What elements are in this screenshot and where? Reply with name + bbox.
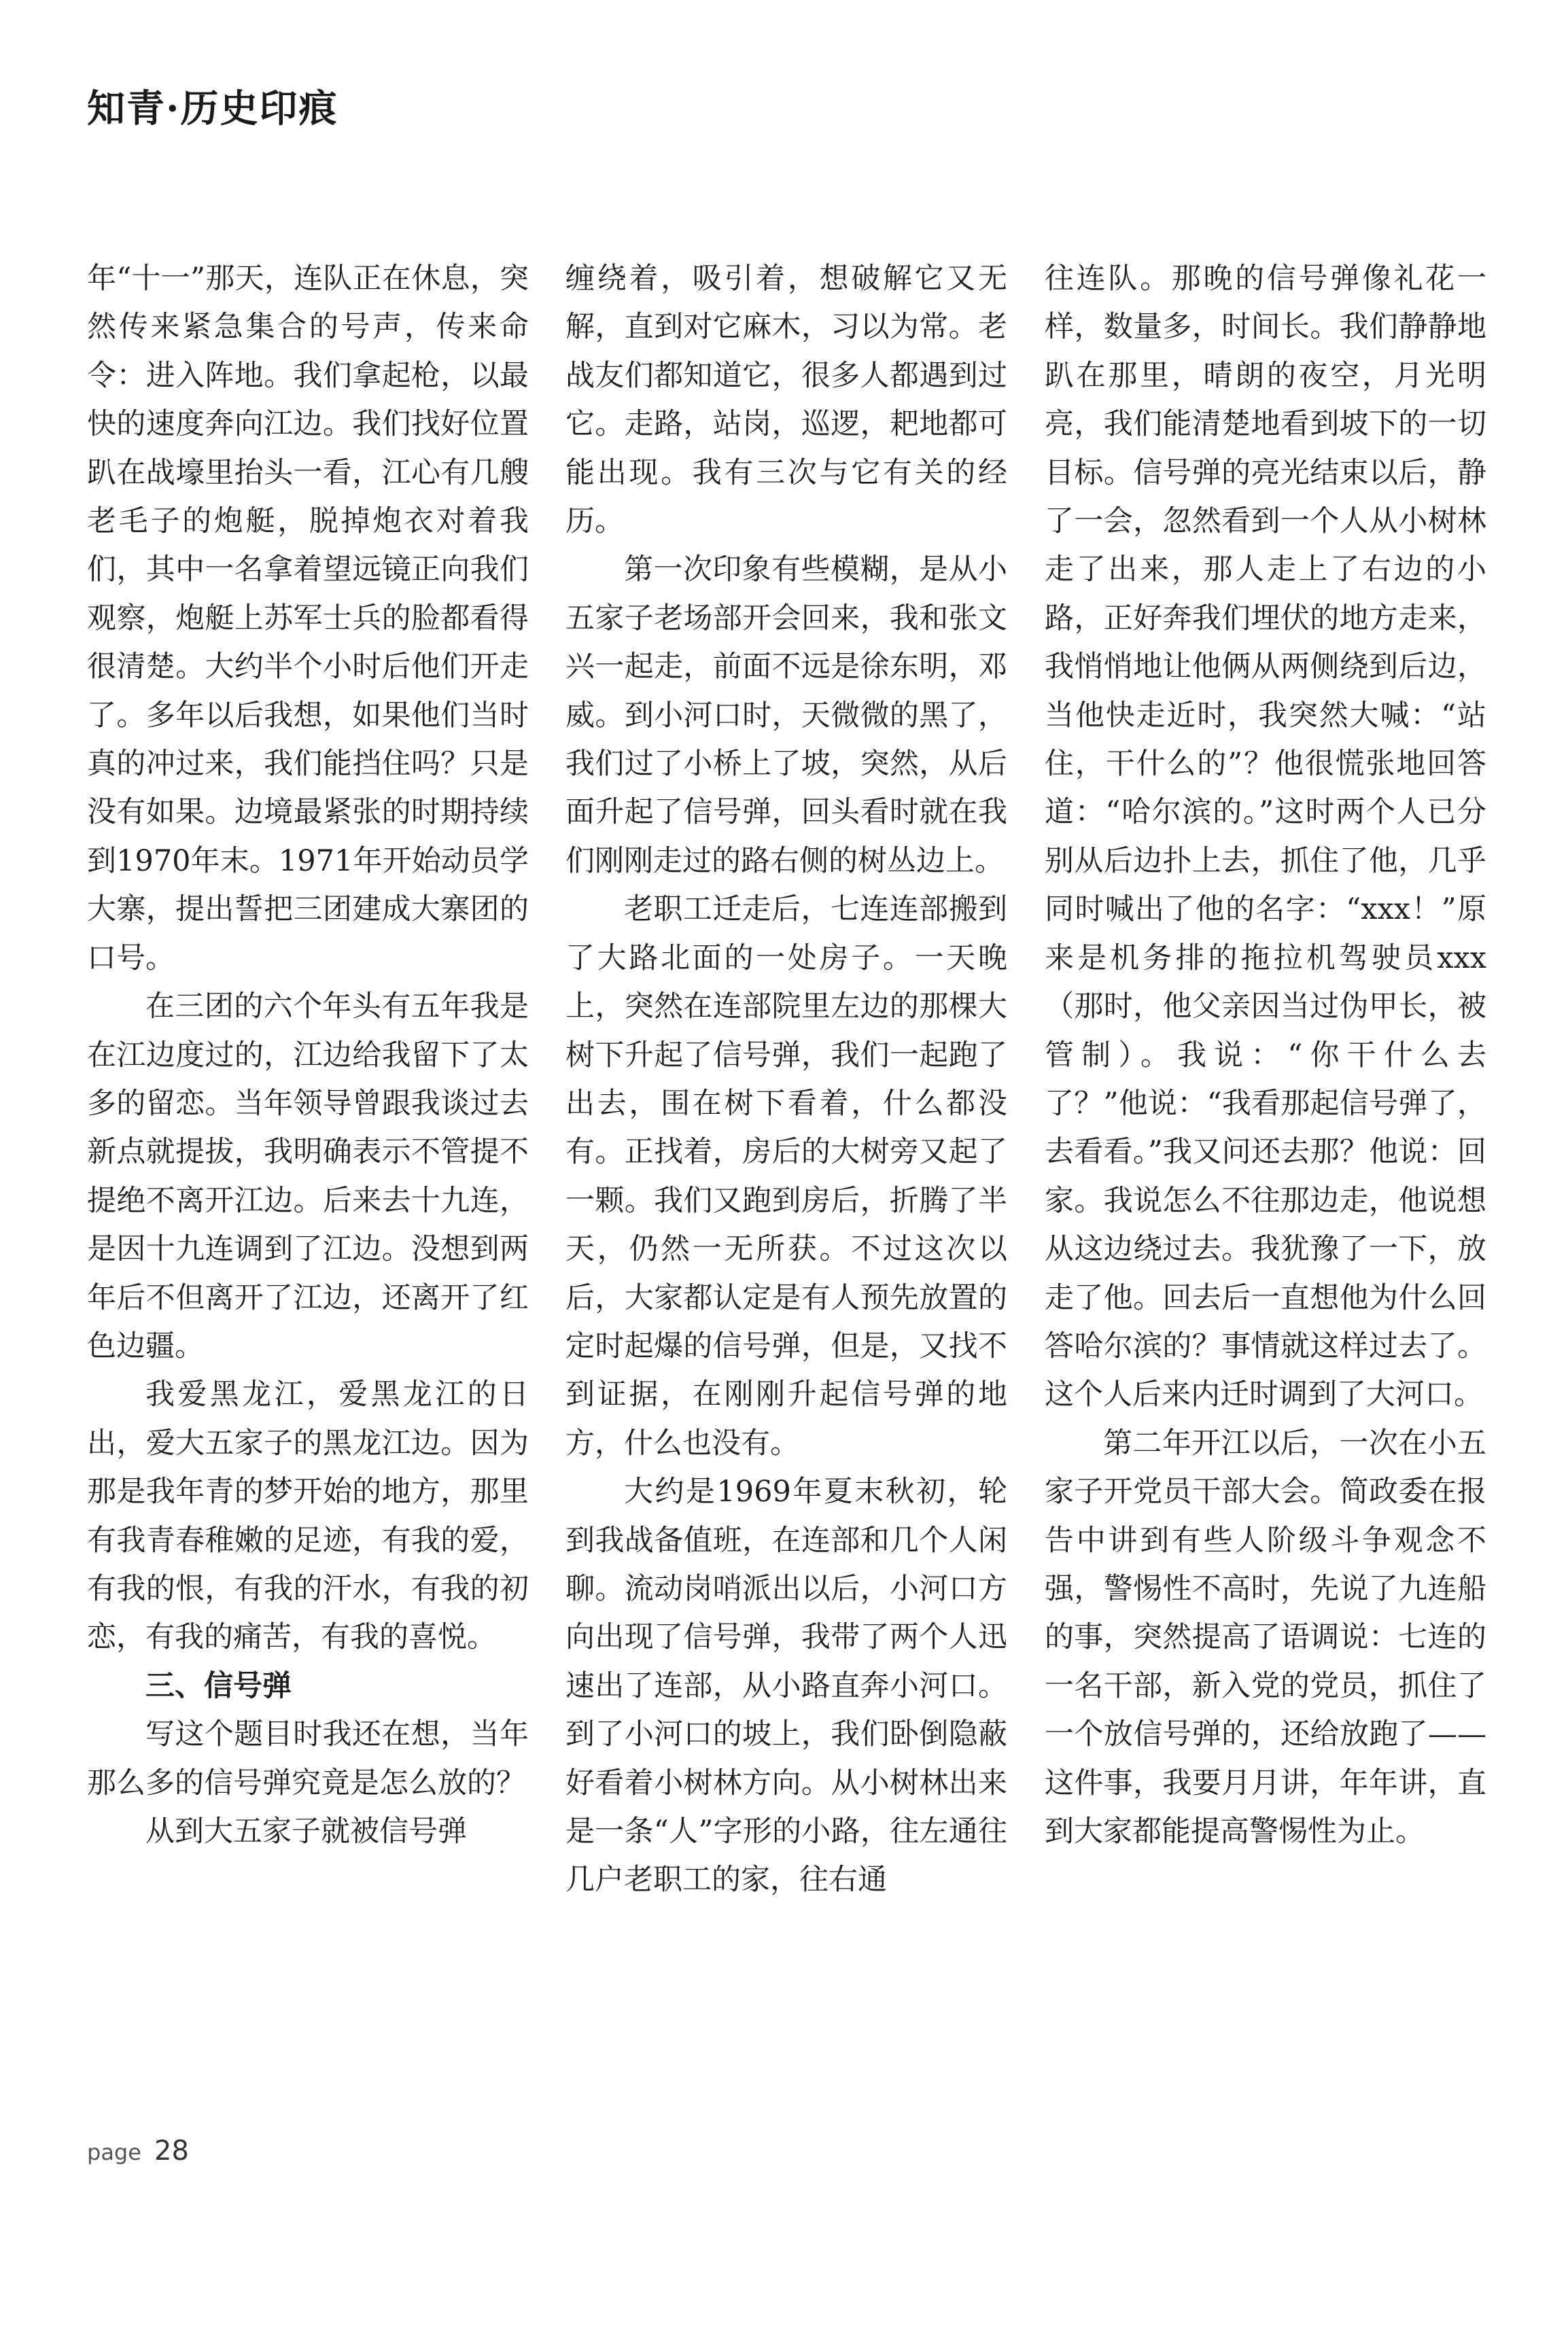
page-footer (87, 2135, 189, 2167)
paragraph: 年“十一”那天，连队正在休息，突然传来紧急集合的号声，传来命令：进入阵地。我们拿起枪，以最快的速度奔向江边。我们找好位置趴在战壕里抬头一看，江心有几艘老毛子的炮艇，脱掉炮衣对着我们，其中一名拿着望远镜正向我们观察，炮艇上苏军士兵的脸都看得很清楚。大约半个小时后他们开走了。多年以后我想，如果他们当时真的冲过来，我们能挡住吗？只是没有如果。边境最紧张的时期持续到1970年末。1971年开始动员学大寨，提出誓把三团建成大寨团的口号。 (87, 262, 529, 975)
paragraph: 第二年开江以后，一次在小五家子开党员干部大会。简政委在报告中讲到有些人阶级斗争观念不强，警惕性不高时，先说了九连船的事，突然提高了语调说：七连的一名干部，新入党的党员，抓住了一个放信号弹的，还给放跑了——这件事，我要月月讲，年年讲，直到大家都能提高警惕性为止。 (1045, 1426, 1486, 1849)
paragraph: 往连队。那晚的信号弹像礼花一样，数量多，时间长。我们静静地趴在那里，晴朗的夜空，月光明亮，我们能清楚地看到坡下的一切目标。信号弹的亮光结束以后，静了一会，忽然看到一个人从小树林走了出来，那人走上了右边的小路，正好奔我们埋伏的地方走来，我悄悄地让他俩从两侧绕到后边，当他快走近时，我突然大喊：“站住，干什么的”？他很慌张地回答道：“哈尔滨的。”这时两个人已分别从后边扑上去，抓住了他，几乎同时喊出了他的名字：“xxx！”原来是机务排的拖拉机驾驶员xxx（那时，他父亲因当过伪甲长，被管制）。我说：“你干什么去了？”他说：“我看那起信号弹了，去看看。”我又问还去那？他说：回家。我说怎么不往那边走，他说想从这边绕过去。我犹豫了一下，放走了他。回去后一直想他为什么回答哈尔滨的？事情就这样过去了。这个人后来内迁时调到了大河口。 (1045, 262, 1486, 1412)
section-heading: 三、信号弹 (145, 1668, 292, 1703)
paragraph: 第一次印象有些模糊，是从小五家子老场部开会回来，我和张文兴一起走，前面不远是徐东明，邓威。到小河口时，天微微的黑了，我们过了小桥上了坡，突然，从后面升起了信号弹，回头看时就在我们刚刚走过的路右侧的树丛边上。 (565, 553, 1007, 878)
paragraph: 我爱黑龙江，爱黑龙江的日出，爱大五家子的黑龙江边。因为那是我年青的梦开始的地方，那里有我青春稚嫩的足迹，有我的爱，有我的恨，有我的汗水，有我的初恋，有我的痛苦，有我的喜悦。 (87, 1378, 529, 1655)
paragraph: 在三团的六个年头有五年我是在江边度过的，江边给我留下了太多的留恋。当年领导曾跟我谈过去新点就提拔，我明确表示不管提不提绝不离开江边。后来去十九连，是因十九连调到了江边。没想到两年后不但离开了江边，还离开了红色边疆。 (87, 990, 529, 1363)
paragraph: 缠绕着，吸引着，想破解它又无解，直到对它麻木，习以为常。老战友们都知道它，很多人都遇到过它。走路，站岗，巡逻，耙地都可能出现。我有三次与它有关的经历。 (565, 262, 1007, 539)
page-number: 28 (154, 2135, 189, 2167)
text-column-2 (565, 255, 1007, 1905)
text-column-3 (1045, 255, 1486, 1856)
paragraph: 写这个题目时我还在想，当年那么多的信号弹究竟是怎么放的？ (87, 1717, 529, 1800)
paragraph: 从到大五家子就被信号弹 (145, 1815, 467, 1849)
paragraph: 老职工迁走后，七连连部搬到了大路北面的一处房子。一天晚上，突然在连部院里左边的那棵大树下升起了信号弹，我们一起跑了出去，围在树下看着，什么都没有。正找着，房后的大树旁又起了一颗。我们又跑到房后，折腾了半天，仍然一无所获。不过这次以后，大家都认定是有人预先放置的定时起爆的信号弹，但是，又找不到证据，在刚刚升起信号弹的地方，什么也没有。 (565, 892, 1007, 1460)
section-header-title: 知青·历史印痕 (87, 86, 338, 131)
paragraph: 大约是1969年夏末秋初，轮到我战备值班，在连部和几个人闲聊。流动岗哨派出以后，小河口方向出现了信号弹，我带了两个人迅速出了连部，从小路直奔小河口。到了小河口的坡上，我们卧倒隐蔽好看着小树林方向。从小树林出来是一条“人”字形的小路，往左通往几户老职工的家，往右通 (565, 1475, 1007, 1897)
page-label: page (87, 2139, 141, 2165)
text-column-1 (87, 255, 529, 1856)
